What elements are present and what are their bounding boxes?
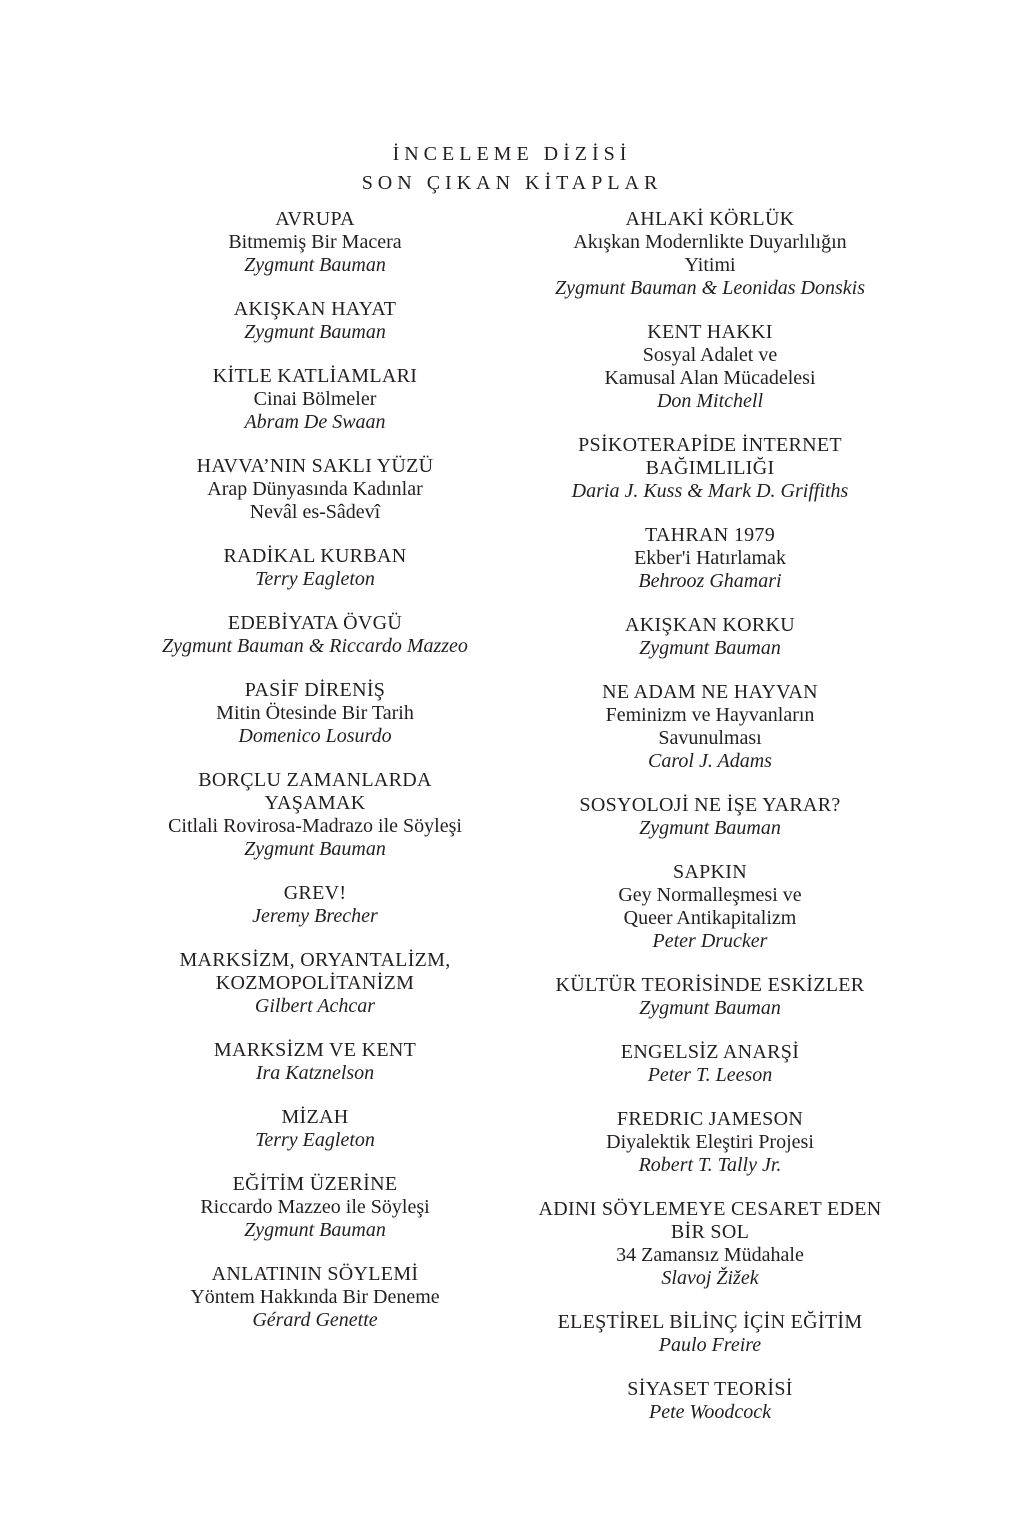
- book-author: Slavoj Žižek: [661, 1267, 759, 1289]
- book-author: Jeremy Brecher: [252, 905, 378, 927]
- book-subtitle: Gey Normalleşmesi ve: [618, 884, 802, 906]
- book-title: SİYASET TEORİSİ: [627, 1378, 793, 1400]
- book-title: HAVVA’NIN SAKLI YÜZÜ: [196, 455, 434, 477]
- book-entry: [515, 794, 905, 840]
- book-author: Terry Eagleton: [255, 568, 375, 590]
- book-title: PASİF DİRENİŞ: [244, 679, 386, 701]
- book-title: KENT HAKKI: [647, 321, 773, 343]
- book-entry: [515, 861, 905, 953]
- book-author: Ira Katznelson: [255, 1062, 375, 1084]
- book-author: Zygmunt Bauman: [244, 1219, 386, 1241]
- book-author: Paulo Freire: [658, 1334, 762, 1356]
- book-entry: [125, 1263, 505, 1332]
- book-entry: [125, 679, 505, 748]
- book-title: ANLATININ SÖYLEMİ: [211, 1263, 419, 1285]
- book-author: Zygmunt Bauman: [244, 254, 386, 276]
- book-title: FREDRIC JAMESON: [616, 1108, 804, 1130]
- book-subtitle: Kamusal Alan Mücadelesi: [604, 367, 816, 389]
- book-subtitle: Akışkan Modernlikte Duyarlılığın: [573, 231, 847, 253]
- book-subtitle: Mitin Ötesinde Bir Tarih: [216, 702, 414, 724]
- book-author: Robert T. Tally Jr.: [638, 1154, 782, 1176]
- book-entry: [125, 455, 505, 524]
- book-title: AVRUPA: [275, 208, 355, 230]
- book-entry: [125, 298, 505, 344]
- book-title: PSİKOTERAPİDE İNTERNET: [578, 434, 842, 456]
- book-entry: [125, 1106, 505, 1152]
- book-entry: [515, 1378, 905, 1424]
- book-title: KİTLE KATLİAMLARI: [212, 365, 418, 387]
- book-title: KÜLTÜR TEORİSİNDE ESKİZLER: [555, 974, 865, 996]
- book-subtitle: Ekber'i Hatırlamak: [634, 547, 786, 569]
- book-title: MARKSİZM, ORYANTALİZM,: [179, 949, 451, 971]
- book-title: MARKSİZM VE KENT: [213, 1039, 417, 1061]
- book-subtitle: Diyalektik Eleştiri Projesi: [606, 1131, 814, 1153]
- book-entry: [515, 208, 905, 300]
- book-author: Gérard Genette: [252, 1309, 378, 1331]
- book-author: Pete Woodcock: [649, 1401, 771, 1423]
- book-entry: [515, 614, 905, 660]
- book-entry: [515, 1108, 905, 1177]
- book-author: Peter Drucker: [652, 930, 768, 952]
- book-title: ELEŞTİREL BİLİNÇ İÇİN EĞİTİM: [557, 1311, 863, 1333]
- book-title: AKIŞKAN KORKU: [624, 614, 795, 636]
- book-entry: [125, 882, 505, 928]
- book-title: RADİKAL KURBAN: [223, 545, 407, 567]
- book-entry: [515, 681, 905, 773]
- book-entry: [515, 1041, 905, 1087]
- book-subtitle: Yöntem Hakkında Bir Deneme: [190, 1286, 440, 1308]
- book-entry: [125, 1173, 505, 1242]
- book-entry: [515, 524, 905, 593]
- book-subtitle: Queer Antikapitalizm: [623, 907, 797, 929]
- book-title: BORÇLU ZAMANLARDA: [198, 769, 432, 791]
- book-title: NE ADAM NE HAYVAN: [602, 681, 818, 703]
- book-author: Don Mitchell: [656, 390, 764, 412]
- book-entry: [125, 612, 505, 658]
- book-entry: [125, 208, 505, 277]
- book-subtitle: Savunulması: [658, 727, 762, 749]
- book-title: BAĞIMLILIĞI: [645, 457, 775, 479]
- book-author: Zygmunt Bauman: [244, 838, 386, 860]
- book-entry: [125, 545, 505, 591]
- book-entry: [125, 365, 505, 434]
- book-title: EĞİTİM ÜZERİNE: [232, 1173, 398, 1195]
- book-author: Zygmunt Bauman: [639, 997, 781, 1019]
- book-author: Abram De Swaan: [244, 411, 386, 433]
- book-subtitle: Cinai Bölmeler: [253, 388, 377, 410]
- book-author: Gilbert Achcar: [254, 995, 376, 1017]
- book-author: Peter T. Leeson: [647, 1064, 773, 1086]
- book-title: ENGELSİZ ANARŞİ: [620, 1041, 800, 1063]
- series-subheading: SON ÇIKAN KİTAPLAR: [361, 172, 663, 194]
- book-author: Terry Eagleton: [255, 1129, 375, 1151]
- book-title: BİR SOL: [670, 1221, 750, 1243]
- book-title: SAPKIN: [672, 861, 748, 883]
- book-title: AHLAKİ KÖRLÜK: [625, 208, 795, 230]
- book-title: EDEBİYATA ÖVGÜ: [227, 612, 403, 634]
- book-author: Zygmunt Bauman & Riccardo Mazzeo: [162, 635, 468, 657]
- book-author: Zygmunt Bauman: [639, 817, 781, 839]
- right-column: [515, 208, 905, 1445]
- book-author: Carol J. Adams: [648, 750, 772, 772]
- book-entry: [515, 1311, 905, 1357]
- book-author: Daria J. Kuss & Mark D. Griffiths: [571, 480, 849, 502]
- book-subtitle: Sosyal Adalet ve: [642, 344, 778, 366]
- book-title: TAHRAN 1979: [644, 524, 776, 546]
- series-title: İNCELEME DİZİSİ: [392, 143, 632, 165]
- book-title: YAŞAMAK: [264, 792, 366, 814]
- book-title: MİZAH: [281, 1106, 349, 1128]
- book-subtitle: Yitimi: [684, 254, 736, 276]
- book-title: KOZMOPOLİTANİZM: [215, 972, 415, 994]
- book-entry: [515, 321, 905, 413]
- book-title: ADINI SÖYLEMEYE CESARET EDEN: [538, 1198, 882, 1220]
- book-subtitle: Feminizm ve Hayvanların: [605, 704, 815, 726]
- book-entry: [125, 769, 505, 861]
- book-title: SOSYOLOJİ NE İŞE YARAR?: [579, 794, 841, 816]
- book-subtitle: Nevâl es-Sâdevî: [249, 501, 381, 523]
- book-author: Behrooz Ghamari: [638, 570, 782, 592]
- book-subtitle: Arap Dünyasında Kadınlar: [207, 478, 423, 500]
- book-author: Zygmunt Bauman: [244, 321, 386, 343]
- book-entry: [125, 1039, 505, 1085]
- book-entry: [515, 434, 905, 503]
- header: [0, 140, 1024, 198]
- book-entry: [515, 1198, 905, 1290]
- left-column: [125, 208, 505, 1353]
- book-entry: [515, 974, 905, 1020]
- book-subtitle: 34 Zamansız Müdahale: [616, 1244, 804, 1266]
- book-title: GREV!: [283, 882, 347, 904]
- book-subtitle: Bitmemiş Bir Macera: [228, 231, 402, 253]
- book-author: Zygmunt Bauman: [639, 637, 781, 659]
- book-title: AKIŞKAN HAYAT: [233, 298, 397, 320]
- book-author: Domenico Losurdo: [238, 725, 392, 747]
- book-entry: [125, 949, 505, 1018]
- book-subtitle: Riccardo Mazzeo ile Söyleşi: [200, 1196, 430, 1218]
- book-subtitle: Citlali Rovirosa-Madrazo ile Söyleşi: [168, 815, 462, 837]
- book-author: Zygmunt Bauman & Leonidas Donskis: [555, 277, 865, 299]
